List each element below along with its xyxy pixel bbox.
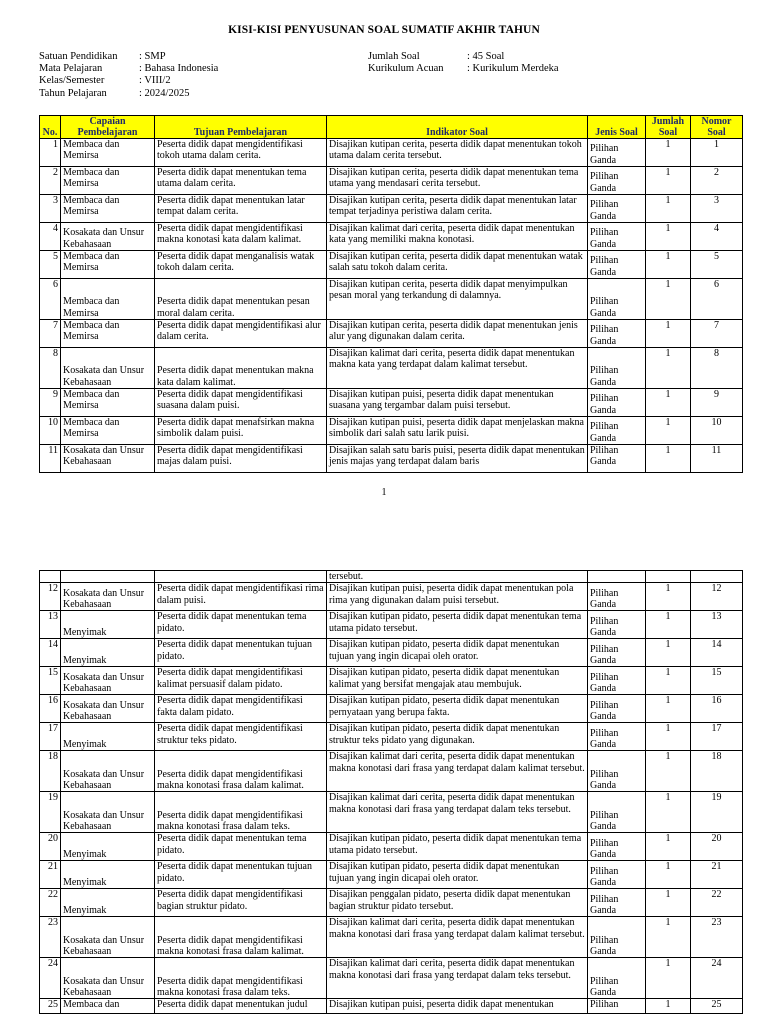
cell-tujuan: Peserta didik dapat mengidentifikasi bagian struktur pidato.	[155, 889, 327, 917]
table-row	[40, 348, 743, 389]
cell-jenis: Pilihan Ganda	[588, 389, 646, 417]
cell-no: 10	[40, 417, 61, 445]
cell-tujuan: Peserta didik dapat menentukan tujuan pidato.	[155, 861, 327, 889]
cell-indikator: Disajikan kutipan pidato, peserta didik dapat menentukan tujuan yang ingin dicapai oleh orator.	[327, 639, 588, 667]
meta-key: Mata Pelajaran	[39, 63, 103, 75]
table-row	[40, 417, 743, 445]
cell-indikator: Disajikan kalimat dari cerita, peserta didik dapat menentukan kata yang memiliki makna konotasi.	[327, 223, 588, 251]
cell-nomor: 1	[691, 139, 743, 167]
cell-capaian: Menyimak	[61, 833, 155, 861]
cell-capaian: Kosakata dan Unsur Kebahasaan	[61, 583, 155, 611]
cell-no: 19	[40, 792, 61, 833]
cell-no: 1	[40, 139, 61, 167]
cell-tujuan: Peserta didik dapat mengidentifikasi suasana dalam puisi.	[155, 389, 327, 417]
cell-jumlah: 1	[646, 958, 691, 999]
table-row	[40, 639, 743, 667]
cell-nomor: 16	[691, 695, 743, 723]
cell-capaian: Menyimak	[61, 889, 155, 917]
table-row	[40, 695, 743, 723]
cell-tujuan: Peserta didik dapat menentukan makna kata dalam kalimat.	[155, 348, 327, 389]
cell-indikator: Disajikan kalimat dari cerita, peserta didik dapat menentukan makna kata yang terdapat dalam kalimat tersebut.	[327, 348, 588, 389]
cell-indikator: Disajikan kutipan cerita, peserta didik dapat menentukan tema utama yang mendasari cerita tersebut.	[327, 167, 588, 195]
cell-no: 11	[40, 445, 61, 473]
cell-indikator: Disajikan kalimat dari cerita, peserta didik dapat menentukan makna konotasi dari frasa yang terdapat dalam teks tersebut.	[327, 958, 588, 999]
meta-row	[39, 63, 218, 75]
table-row	[40, 958, 743, 999]
cell-jenis: Pilihan Ganda	[588, 348, 646, 389]
meta-key: Kelas/Semester	[39, 75, 105, 87]
cell-nomor	[691, 571, 743, 583]
meta-row	[39, 51, 218, 63]
table-row	[40, 223, 743, 251]
cell-jenis: Pilihan Ganda	[588, 320, 646, 348]
meta-row	[39, 75, 218, 87]
meta-value: : 45 Soal	[467, 51, 505, 62]
cell-jenis: Pilihan Ganda	[588, 917, 646, 958]
cell-jumlah: 1	[646, 348, 691, 389]
cell-nomor: 19	[691, 792, 743, 833]
cell-jumlah: 1	[646, 417, 691, 445]
cell-indikator: Disajikan kutipan puisi, peserta didik dapat menentukan suasana yang tergambar dalam puisi tersebut.	[327, 389, 588, 417]
header-jenis: Jenis Soal	[588, 116, 646, 139]
cell-nomor: 9	[691, 389, 743, 417]
cell-jenis: Pilihan Ganda	[588, 195, 646, 223]
cell-no: 18	[40, 751, 61, 792]
cell-tujuan: Peserta didik dapat mengidentifikasi makna konotasi frasa dalam teks.	[155, 958, 327, 999]
cell-capaian: Menyimak	[61, 861, 155, 889]
cell-tujuan: Peserta didik dapat menentukan tema pidato.	[155, 833, 327, 861]
cell-tujuan: Peserta didik dapat menentukan tujuan pidato.	[155, 639, 327, 667]
cell-tujuan: Peserta didik dapat mengidentifikasi kalimat persuasif dalam pidato.	[155, 667, 327, 695]
cell-capaian: Membaca dan Memirsa	[61, 417, 155, 445]
meta-key: Satuan Pendidikan	[39, 51, 118, 62]
kisi-kisi-table-continued	[39, 570, 743, 1014]
cell-capaian: Kosakata dan Unsur Kebahasaan	[61, 751, 155, 792]
cell-no: 24	[40, 958, 61, 999]
cell-indikator: tersebut.	[327, 571, 588, 583]
cell-no: 23	[40, 917, 61, 958]
cell-jenis: Pilihan Ganda	[588, 751, 646, 792]
cell-jenis: Pilihan Ganda	[588, 167, 646, 195]
cell-no: 17	[40, 723, 61, 751]
cell-jumlah: 1	[646, 695, 691, 723]
cell-indikator: Disajikan kutipan puisi, peserta didik dapat menentukan	[327, 999, 588, 1014]
cell-indikator: Disajikan kutipan pidato, peserta didik dapat menentukan tema utama pidato tersebut.	[327, 833, 588, 861]
cell-nomor: 17	[691, 723, 743, 751]
cell-indikator: Disajikan kutipan pidato, peserta didik dapat menentukan tujuan yang ingin dicapai oleh orator.	[327, 861, 588, 889]
cell-no: 16	[40, 695, 61, 723]
cell-tujuan: Peserta didik dapat mengidentifikasi makna konotasi kata dalam kalimat.	[155, 223, 327, 251]
cell-no: 15	[40, 667, 61, 695]
cell-tujuan: Peserta didik dapat mengidentifikasi fakta dalam pidato.	[155, 695, 327, 723]
cell-jumlah: 1	[646, 639, 691, 667]
cell-no: 25	[40, 999, 61, 1014]
cell-capaian: Membaca dan Memirsa	[61, 251, 155, 279]
cell-jumlah	[646, 571, 691, 583]
cell-nomor: 25	[691, 999, 743, 1014]
cell-no: 21	[40, 861, 61, 889]
table-body-page1	[40, 139, 743, 473]
cell-tujuan: Peserta didik dapat mengidentifikasi tokoh utama dalam cerita.	[155, 139, 327, 167]
cell-jenis: Pilihan Ganda	[588, 139, 646, 167]
cell-jumlah: 1	[646, 279, 691, 320]
cell-jenis: Pilihan Ganda	[588, 833, 646, 861]
table-row	[40, 445, 743, 473]
cell-nomor: 8	[691, 348, 743, 389]
cell-capaian	[61, 571, 155, 583]
cell-nomor: 2	[691, 167, 743, 195]
cell-no: 14	[40, 639, 61, 667]
cell-nomor: 20	[691, 833, 743, 861]
cell-tujuan: Peserta didik dapat mengidentifikasi makna konotasi frasa dalam teks.	[155, 792, 327, 833]
cell-capaian: Kosakata dan Unsur Kebahasaan	[61, 958, 155, 999]
cell-jenis: Pilihan Ganda	[588, 639, 646, 667]
header-nomor: Nomor Soal	[691, 116, 743, 139]
cell-jenis: Pilihan Ganda	[588, 861, 646, 889]
cell-indikator: Disajikan kutipan cerita, peserta didik dapat menentukan watak salah satu tokoh dalam cerita.	[327, 251, 588, 279]
cell-jumlah: 1	[646, 751, 691, 792]
cell-capaian: Membaca dan Memirsa	[61, 167, 155, 195]
cell-no: 4	[40, 223, 61, 251]
meta-value: : Kurikulum Merdeka	[467, 63, 559, 75]
meta-row	[368, 51, 559, 63]
cell-jenis: Pilihan Ganda	[588, 223, 646, 251]
cell-nomor: 11	[691, 445, 743, 473]
cell-tujuan	[155, 571, 327, 583]
page-number: 1	[381, 487, 387, 498]
table-header-row	[40, 116, 743, 139]
cell-jumlah: 1	[646, 723, 691, 751]
meta-right	[368, 51, 559, 75]
cell-jenis: Pilihan Ganda	[588, 251, 646, 279]
cell-capaian: Kosakata dan Unsur Kebahasaan	[61, 917, 155, 958]
page-title: KISI-KISI PENYUSUNAN SOAL SUMATIF AKHIR TAHUN	[228, 24, 540, 36]
cell-no: 3	[40, 195, 61, 223]
cell-capaian: Kosakata dan Unsur Kebahasaan	[61, 348, 155, 389]
cell-capaian: Membaca dan Memirsa	[61, 195, 155, 223]
meta-key: Kurikulum Acuan	[368, 63, 444, 75]
cell-jenis: Pilihan Ganda	[588, 611, 646, 639]
cell-jumlah: 1	[646, 861, 691, 889]
cell-capaian: Membaca dan Memirsa	[61, 389, 155, 417]
cell-jenis: Pilihan Ganda	[588, 792, 646, 833]
cell-tujuan: Peserta didik dapat menentukan pesan moral dalam cerita.	[155, 279, 327, 320]
cell-capaian: Menyimak	[61, 611, 155, 639]
cell-jumlah: 1	[646, 792, 691, 833]
cell-jenis: Pilihan Ganda	[588, 958, 646, 999]
cell-tujuan: Peserta didik dapat menentukan tema utama dalam cerita.	[155, 167, 327, 195]
cell-capaian: Kosakata dan Unsur Kebahasaan	[61, 667, 155, 695]
meta-row	[39, 88, 218, 100]
cell-no: 2	[40, 167, 61, 195]
cell-jumlah: 1	[646, 320, 691, 348]
cell-indikator: Disajikan kutipan cerita, peserta didik dapat menyimpulkan pesan moral yang terkandung di dalamnya.	[327, 279, 588, 320]
header-tujuan: Tujuan Pembelajaran	[155, 116, 327, 139]
cell-nomor: 12	[691, 583, 743, 611]
cell-capaian: Menyimak	[61, 723, 155, 751]
cell-indikator: Disajikan kalimat dari cerita, peserta didik dapat menentukan makna konotasi dari frasa yang terdapat dalam teks tersebut.	[327, 792, 588, 833]
meta-key: Tahun Pelajaran	[39, 87, 107, 99]
table-row	[40, 723, 743, 751]
cell-capaian: Membaca dan Memirsa	[61, 139, 155, 167]
meta-value: : VIII/2	[139, 75, 171, 87]
table-row-continuation	[40, 571, 743, 583]
cell-jenis	[588, 571, 646, 583]
table-row	[40, 320, 743, 348]
cell-jumlah: 1	[646, 999, 691, 1014]
cell-jenis: Pilihan Ganda	[588, 445, 646, 473]
cell-nomor: 7	[691, 320, 743, 348]
cell-nomor: 13	[691, 611, 743, 639]
cell-jumlah: 1	[646, 833, 691, 861]
table-row	[40, 889, 743, 917]
cell-tujuan: Peserta didik dapat mengidentifikasi rima dalam puisi.	[155, 583, 327, 611]
cell-indikator: Disajikan kutipan pidato, peserta didik dapat menentukan pernyataan yang berupa fakta.	[327, 695, 588, 723]
cell-indikator: Disajikan salah satu baris puisi, peserta didik dapat menentukan jenis majas yang terdapat dalam baris	[327, 445, 588, 473]
kisi-kisi-table	[39, 115, 743, 473]
meta-value: : Bahasa Indonesia	[139, 63, 219, 75]
cell-indikator: Disajikan kutipan puisi, peserta didik dapat menentukan pola rima yang digunakan dalam puisi tersebut.	[327, 583, 588, 611]
cell-tujuan: Peserta didik dapat mengidentifikasi makna konotasi frasa dalam kalimat.	[155, 751, 327, 792]
cell-jenis: Pilihan Ganda	[588, 695, 646, 723]
cell-jenis: Pilihan Ganda	[588, 583, 646, 611]
cell-jumlah: 1	[646, 667, 691, 695]
cell-capaian: Kosakata dan Unsur Kebahasaan	[61, 695, 155, 723]
cell-indikator: Disajikan kutipan cerita, peserta didik dapat menentukan jenis alur yang digunakan dalam cerita.	[327, 320, 588, 348]
cell-jumlah: 1	[646, 611, 691, 639]
cell-nomor: 21	[691, 861, 743, 889]
cell-jenis: Pilihan Ganda	[588, 417, 646, 445]
cell-tujuan: Peserta didik dapat menentukan judul	[155, 999, 327, 1014]
cell-capaian: Membaca dan Memirsa	[61, 320, 155, 348]
header-indikator: Indikator Soal	[327, 116, 588, 139]
table-row	[40, 861, 743, 889]
cell-nomor: 10	[691, 417, 743, 445]
cell-no: 13	[40, 611, 61, 639]
cell-jumlah: 1	[646, 167, 691, 195]
cell-nomor: 14	[691, 639, 743, 667]
table-row	[40, 611, 743, 639]
cell-indikator: Disajikan kutipan pidato, peserta didik dapat menentukan kalimat yang bersifat mengajak atau membujuk.	[327, 667, 588, 695]
cell-jumlah: 1	[646, 445, 691, 473]
table-row	[40, 667, 743, 695]
cell-indikator: Disajikan kutipan cerita, peserta didik dapat menentukan tokoh utama dalam cerita tersebut.	[327, 139, 588, 167]
cell-jumlah: 1	[646, 251, 691, 279]
cell-jenis: Pilihan Ganda	[588, 667, 646, 695]
cell-no: 8	[40, 348, 61, 389]
cell-jenis: Pilihan Ganda	[588, 723, 646, 751]
cell-capaian: Kosakata dan Unsur Kebahasaan	[61, 445, 155, 473]
cell-nomor: 6	[691, 279, 743, 320]
cell-jenis: Pilihan Ganda	[588, 279, 646, 320]
cell-indikator: Disajikan kutipan pidato, peserta didik dapat menentukan tema utama pidato tersebut.	[327, 611, 588, 639]
meta-key: Jumlah Soal	[368, 51, 420, 62]
cell-tujuan: Peserta didik dapat mengidentifikasi struktur teks pidato.	[155, 723, 327, 751]
cell-jumlah: 1	[646, 889, 691, 917]
cell-indikator: Disajikan kalimat dari cerita, peserta didik dapat menentukan makna konotasi dari frasa yang terdapat dalam kalimat tersebut.	[327, 917, 588, 958]
cell-no: 22	[40, 889, 61, 917]
table-row	[40, 833, 743, 861]
cell-nomor: 4	[691, 223, 743, 251]
cell-jumlah: 1	[646, 139, 691, 167]
cell-tujuan: Peserta didik dapat mengidentifikasi makna konotasi frasa dalam kalimat.	[155, 917, 327, 958]
table-row	[40, 583, 743, 611]
cell-jenis: Pilihan Ganda	[588, 889, 646, 917]
cell-nomor: 15	[691, 667, 743, 695]
cell-tujuan: Peserta didik dapat menganalisis watak tokoh dalam cerita.	[155, 251, 327, 279]
header-jumlah: Jumlah Soal	[646, 116, 691, 139]
table-row	[40, 792, 743, 833]
cell-capaian: Menyimak	[61, 639, 155, 667]
cell-jumlah: 1	[646, 583, 691, 611]
cell-jumlah: 1	[646, 917, 691, 958]
cell-indikator: Disajikan penggalan pidato, peserta didik dapat menentukan bagian struktur pidato tersebut.	[327, 889, 588, 917]
cell-nomor: 23	[691, 917, 743, 958]
cell-indikator: Disajikan kutipan pidato, peserta didik dapat menentukan struktur teks pidato yang digunakan.	[327, 723, 588, 751]
cell-nomor: 18	[691, 751, 743, 792]
table-row	[40, 751, 743, 792]
header-capaian: Capaian Pembelajaran	[61, 116, 155, 139]
table-body-page2	[40, 571, 743, 1014]
table-row	[40, 167, 743, 195]
cell-no: 5	[40, 251, 61, 279]
cell-jumlah: 1	[646, 389, 691, 417]
table-row	[40, 195, 743, 223]
cell-capaian: Membaca dan Memirsa	[61, 279, 155, 320]
cell-indikator: Disajikan kutipan cerita, peserta didik dapat menentukan latar tempat terjadinya peristiwa dalam cerita.	[327, 195, 588, 223]
cell-no	[40, 571, 61, 583]
cell-no: 12	[40, 583, 61, 611]
cell-nomor: 24	[691, 958, 743, 999]
meta-value: : 2024/2025	[139, 87, 190, 99]
cell-tujuan: Peserta didik dapat mengidentifikasi alur dalam cerita.	[155, 320, 327, 348]
meta-value: : SMP	[139, 51, 166, 62]
meta-left	[39, 51, 218, 100]
cell-no: 7	[40, 320, 61, 348]
cell-nomor: 3	[691, 195, 743, 223]
table-row	[40, 999, 743, 1014]
header-no: No.	[40, 116, 61, 139]
table-row	[40, 917, 743, 958]
cell-tujuan: Peserta didik dapat menentukan tema pidato.	[155, 611, 327, 639]
cell-no: 6	[40, 279, 61, 320]
cell-jumlah: 1	[646, 223, 691, 251]
table-row	[40, 251, 743, 279]
cell-indikator: Disajikan kutipan puisi, peserta didik dapat menjelaskan makna simbolik dari salah satu larik puisi.	[327, 417, 588, 445]
cell-no: 9	[40, 389, 61, 417]
cell-tujuan: Peserta didik dapat menafsirkan makna simbolik dalam puisi.	[155, 417, 327, 445]
cell-nomor: 22	[691, 889, 743, 917]
cell-nomor: 5	[691, 251, 743, 279]
cell-tujuan: Peserta didik dapat mengidentifikasi majas dalam puisi.	[155, 445, 327, 473]
meta-row	[368, 63, 559, 75]
table-row	[40, 139, 743, 167]
cell-jumlah: 1	[646, 195, 691, 223]
cell-indikator: Disajikan kalimat dari cerita, peserta didik dapat menentukan makna konotasi dari frasa yang terdapat dalam kalimat tersebut.	[327, 751, 588, 792]
cell-tujuan: Peserta didik dapat menentukan latar tempat dalam cerita.	[155, 195, 327, 223]
table-row	[40, 279, 743, 320]
cell-capaian: Kosakata dan Unsur Kebahasaan	[61, 792, 155, 833]
cell-no: 20	[40, 833, 61, 861]
cell-capaian: Membaca dan	[61, 999, 155, 1014]
cell-capaian: Kosakata dan Unsur Kebahasaan	[61, 223, 155, 251]
cell-jenis: Pilihan	[588, 999, 646, 1014]
table-row	[40, 389, 743, 417]
